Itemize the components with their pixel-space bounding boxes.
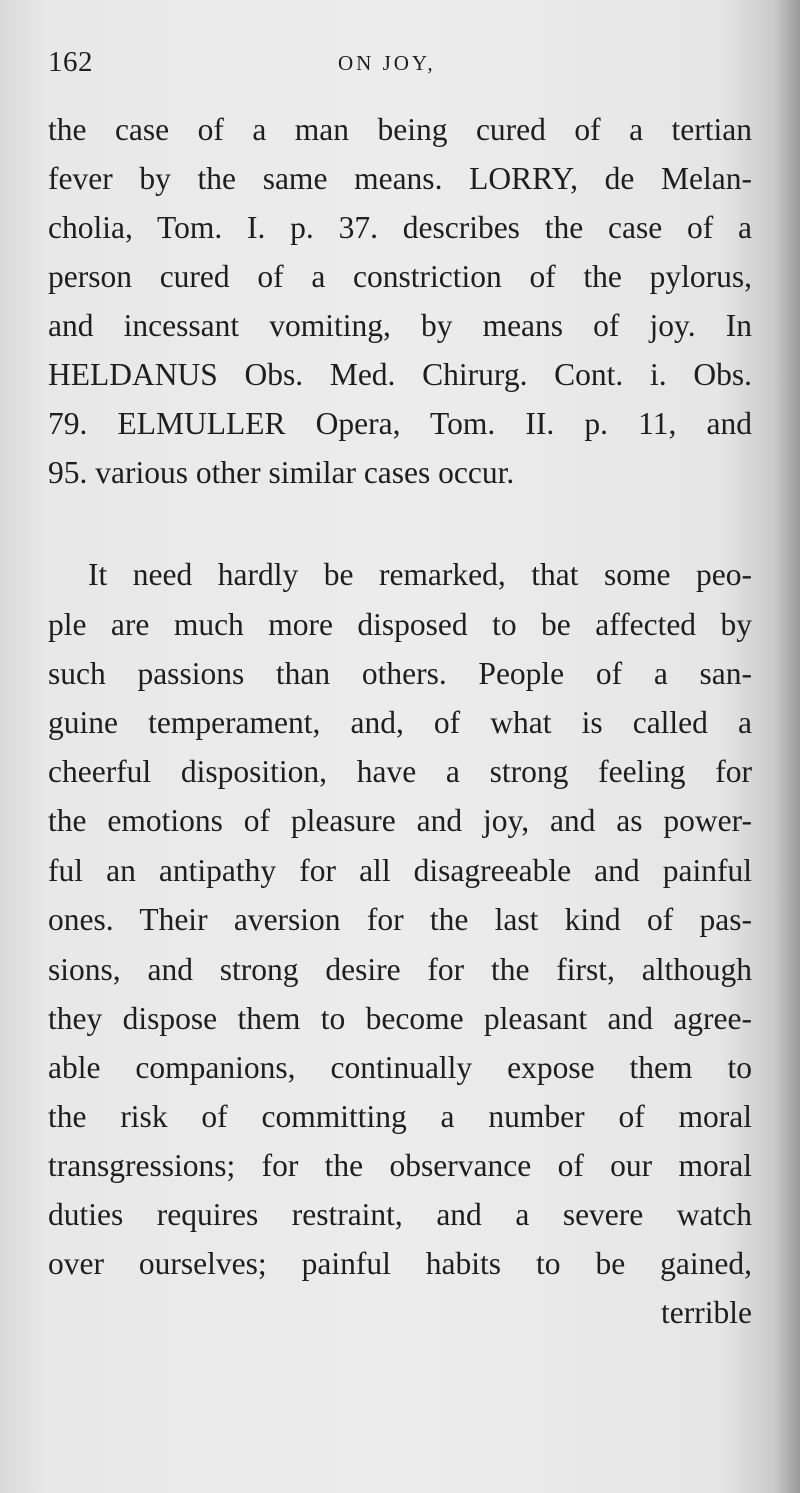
page-edge-shadow [774,0,800,1493]
text-line: the case of a man being cured of a tertian [48,112,752,147]
text-line: able companions, continually expose them to [48,1050,752,1085]
text-line: cholia, Tom. I. p. 37. describes the case of a [48,210,752,245]
text-line: over ourselves; painful habits to be gained, [48,1246,752,1281]
text-line: person cured of a constriction of the pylorus, [48,259,752,294]
text-line: transgressions; for the observance of our moral [48,1148,752,1183]
text-line: they dispose them to become pleasant and agree- [48,1001,752,1036]
text-line: It need hardly be remarked, that some peo- [88,557,752,592]
text-line: cheerful disposition, have a strong feeling for [48,754,752,789]
text-line: sions, and strong desire for the first, although [48,952,752,987]
text-line: fever by the same means. LORRY, de Melan- [48,161,752,196]
text-line: 79. ELMULLER Opera, Tom. II. p. 11, and [48,406,752,441]
text-line: and incessant vomiting, by means of joy. In [48,308,752,343]
page-number: 162 [48,46,93,78]
page-heading: ON JOY, [338,51,436,75]
text-line: ones. Their aversion for the last kind of pas- [48,902,752,937]
text-line: ful an antipathy for all disagreeable and painful [48,853,752,888]
text-line: the risk of committing a number of moral [48,1099,752,1134]
running-head [48,46,748,86]
text-line: 95. various other similar cases occur. [48,455,515,490]
text-line: duties requires restraint, and a severe watch [48,1197,752,1232]
text-line: the emotions of pleasure and joy, and as power- [48,803,752,838]
text-line: guine temperament, and, of what is called a [48,705,752,740]
catchword: terrible [661,1295,752,1330]
text-line: such passions than others. People of a san- [48,656,752,691]
text-line: HELDANUS Obs. Med. Chirurg. Cont. i. Obs. [48,357,752,392]
text-line: ple are much more disposed to be affected by [48,607,752,642]
